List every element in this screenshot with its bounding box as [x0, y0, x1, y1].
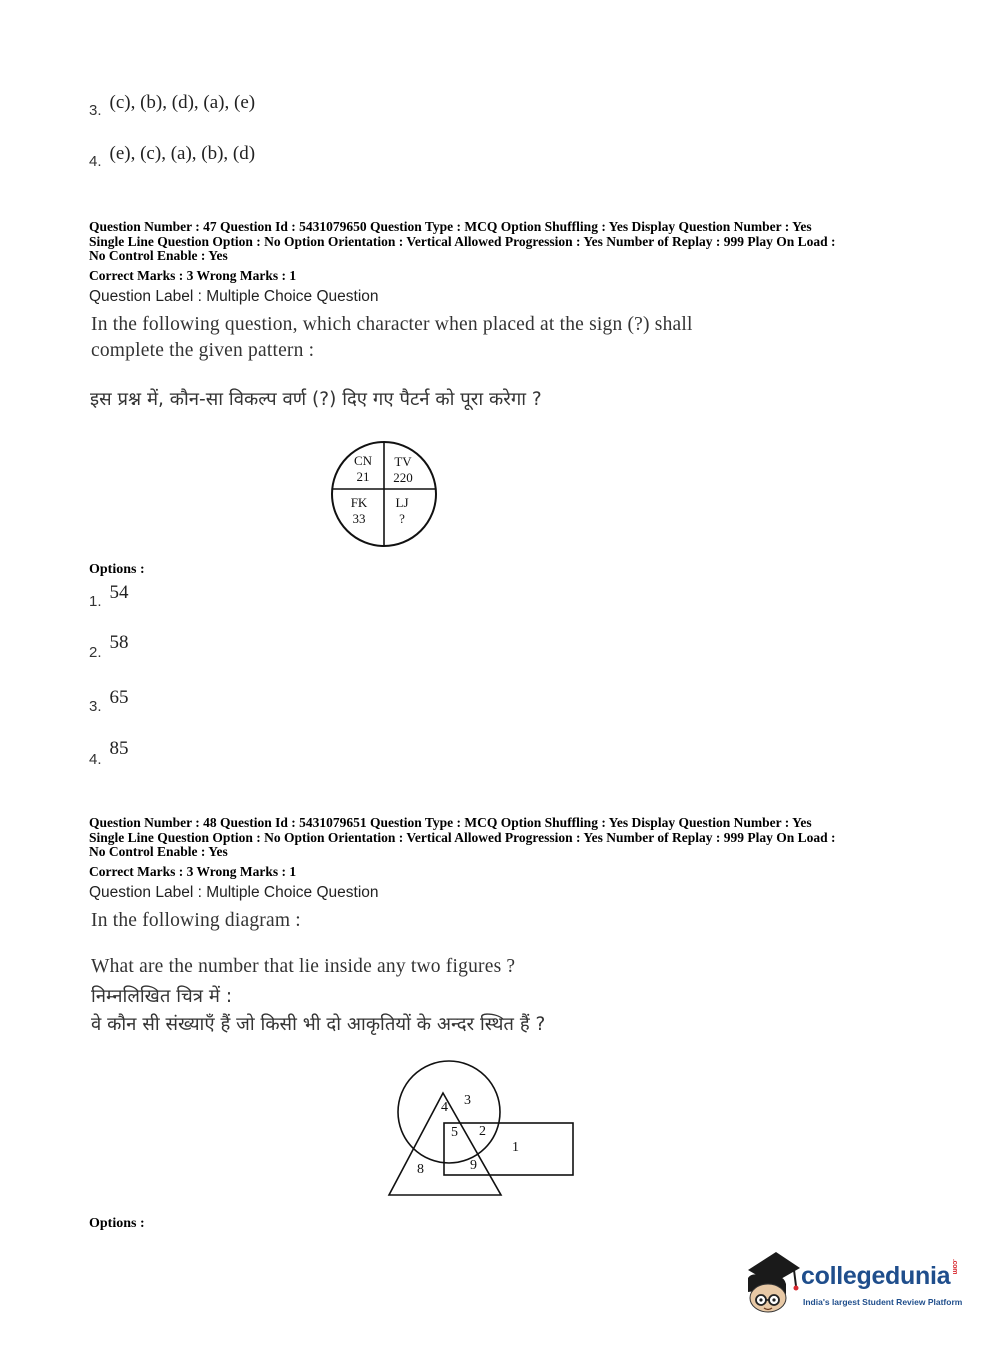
q48-meta-line3: No Control Enable : Yes	[89, 844, 228, 859]
quadrant-top-left	[348, 453, 378, 485]
logo-wordmark	[801, 1258, 959, 1291]
q47-meta-line2: Single Line Question Option : No Option Orientation : Vertical Allowed Progression : Yes Number of Replay : 999 Play On Load :	[89, 233, 836, 249]
mascot-icon	[742, 1248, 802, 1318]
quadrant-text: FK	[350, 495, 368, 510]
option-text: 85	[109, 738, 129, 759]
region-number: 4	[441, 1100, 448, 1115]
quadrant-number: 21	[356, 469, 370, 484]
q48-question-line2: What are the number that lie inside any two figures ?	[91, 956, 516, 977]
q47-meta-line3: No Control Enable : Yes	[89, 248, 228, 263]
q47-options-heading: Options :	[89, 562, 145, 577]
quadrant-text: CN	[353, 453, 373, 468]
option-text: 58	[109, 632, 129, 653]
prev-option-4	[89, 143, 256, 170]
q47-question-line2: complete the given pattern :	[91, 340, 315, 361]
q48-meta	[89, 816, 836, 860]
q47-circle-figure	[330, 440, 438, 548]
quadrant-number: 220	[393, 470, 413, 485]
logo-name: collegedunia	[801, 1262, 951, 1290]
logo-tagline: India's largest Student Review Platform	[803, 1297, 963, 1307]
option-number: 3.	[89, 102, 102, 119]
q48-meta-line1: Question Number : 48 Question Id : 5431079651 Question Type : MCQ Option Shuffling : Yes Display Question Number : Yes	[89, 815, 812, 830]
q47-question-hindi: इस प्रश्न में, कौन-सा विकल्प वर्ण (?) दिए गए पैटर्न को पूरा करेगा ?	[90, 389, 542, 410]
option-number: 1.	[89, 593, 102, 610]
q48-marks: Correct Marks : 3 Wrong Marks : 1	[89, 864, 297, 879]
quadrant-top-right	[388, 454, 418, 486]
region-number: 9	[470, 1158, 477, 1173]
quadrant-bottom-left	[344, 495, 374, 527]
q48-meta-line2: Single Line Question Option : No Option Orientation : Vertical Allowed Progression : Yes Number of Replay : 999 Play On Load :	[89, 829, 836, 845]
quadrant-number: ?	[399, 511, 405, 526]
option-text: 54	[109, 582, 129, 603]
q48-hindi-line1: निम्नलिखित चित्र में :	[91, 986, 233, 1007]
quadrant-number: 33	[352, 511, 366, 526]
region-number: 3	[464, 1093, 471, 1108]
option-number: 2.	[89, 644, 102, 661]
quadrant-text: TV	[394, 454, 412, 469]
prev-option-3	[89, 92, 256, 119]
q47-marks: Correct Marks : 3 Wrong Marks : 1	[89, 268, 297, 283]
q47-option-2[interactable]	[89, 632, 129, 661]
quadrant-text: LJ	[395, 495, 409, 510]
option-number: 3.	[89, 698, 102, 715]
option-number: 4.	[89, 751, 102, 768]
q47-meta	[89, 220, 836, 264]
option-text: 65	[109, 687, 129, 708]
q48-label: Question Label : Multiple Choice Question	[89, 884, 379, 901]
logo-tld: .com	[951, 1258, 959, 1274]
q48-options-heading: Options :	[89, 1216, 145, 1231]
q47-meta-line1: Question Number : 47 Question Id : 5431079650 Question Type : MCQ Option Shuffling : Yes Display Question Number : Yes	[89, 219, 812, 234]
q48-question-line1: In the following diagram :	[91, 910, 301, 931]
q47-option-4[interactable]	[89, 738, 129, 768]
region-number: 8	[417, 1162, 424, 1177]
q48-hindi-line2: वे कौन सी संख्याएँ हैं जो किसी भी दो आकृतियों के अन्दर स्थित हैं ?	[91, 1014, 546, 1035]
q47-question-line1: In the following question, which character when placed at the sign (?) shall	[91, 314, 693, 335]
collegedunia-logo[interactable]	[742, 1248, 967, 1318]
q47-option-1[interactable]	[89, 582, 129, 610]
option-text: (c), (b), (d), (a), (e)	[109, 92, 256, 113]
q47-label: Question Label : Multiple Choice Question	[89, 288, 379, 305]
region-number: 1	[512, 1140, 519, 1155]
region-number: 2	[479, 1124, 486, 1139]
option-number: 4.	[89, 153, 102, 170]
circle-diagram	[330, 440, 438, 548]
q48-venn-diagram	[385, 1060, 580, 1200]
option-text: (e), (c), (a), (b), (d)	[109, 143, 256, 164]
quadrant-bottom-right	[387, 495, 417, 527]
q47-option-3[interactable]	[89, 687, 129, 715]
region-number: 5	[451, 1125, 458, 1140]
